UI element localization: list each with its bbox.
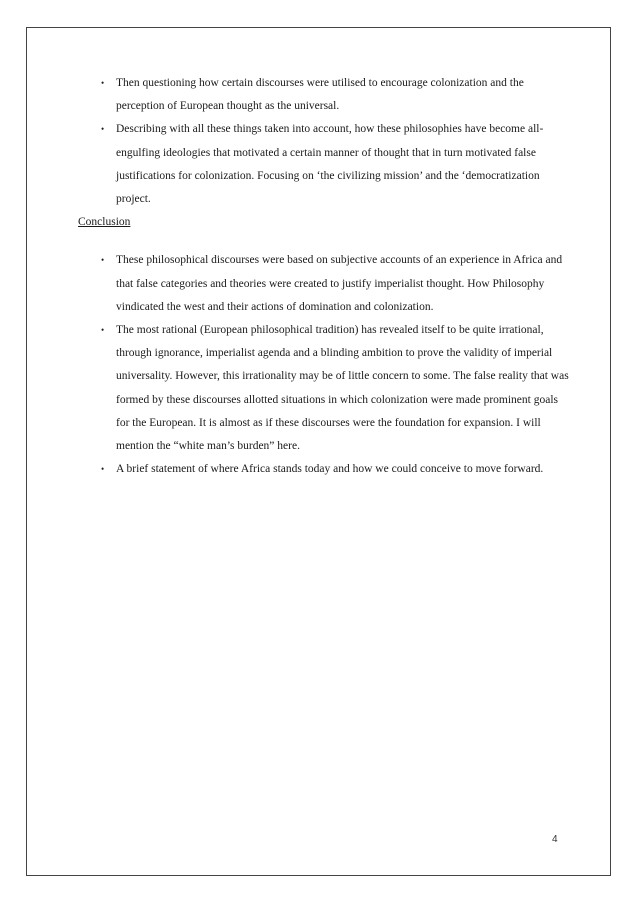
list-item-text: A brief statement of where Africa stands today and how we could conceive to move forward. — [116, 463, 544, 476]
list-item — [78, 72, 572, 118]
list-item-text: Describing with all these things taken into account, how these philosophies have become all-engulfing ideologies that motivated a certain manner of thought that in turn motivated false justifications for colonization. Focusing on ‘the civilizing mission’ and the ‘democratization project. — [116, 123, 544, 206]
list-item-text: Then questioning how certain discourses were utilised to encourage colonization and the perception of European thought as the universal. — [116, 77, 524, 113]
list-item — [78, 458, 572, 481]
list-item-text: The most rational (European philosophical tradition) has revealed itself to be quite irrational, through ignorance, imperialist agenda and a blinding ambition to prove the validity of imperial universality. However, this irrationality may be of little concern to some. The false reality that was formed by these discourses allotted situations in which colonization were made prominent goals for the European. It is almost as if these discourses were the foundation for expansion. I will mention the “white man’s burden” here. — [116, 324, 569, 453]
document-body — [78, 72, 572, 481]
list-item — [78, 319, 572, 458]
conclusion-bullet-list — [78, 249, 572, 481]
page-number: 4 — [552, 834, 558, 845]
bullet-icon: • — [101, 78, 105, 88]
list-item — [78, 118, 572, 211]
bullet-icon: • — [101, 325, 105, 336]
list-item — [78, 249, 572, 319]
conclusion-heading-wrap — [78, 211, 572, 234]
bullet-icon: • — [101, 124, 105, 135]
intro-bullet-list — [78, 72, 572, 211]
list-item-text: These philosophical discourses were based on subjective accounts of an experience in Africa and that false categories and theories were created to justify imperialist thought. How Philosophy vindicated the west and their actions of domination and colonization. — [116, 254, 563, 313]
section-heading-conclusion: Conclusion — [78, 216, 131, 229]
bullet-icon: • — [101, 464, 105, 475]
bullet-icon: • — [101, 255, 105, 266]
